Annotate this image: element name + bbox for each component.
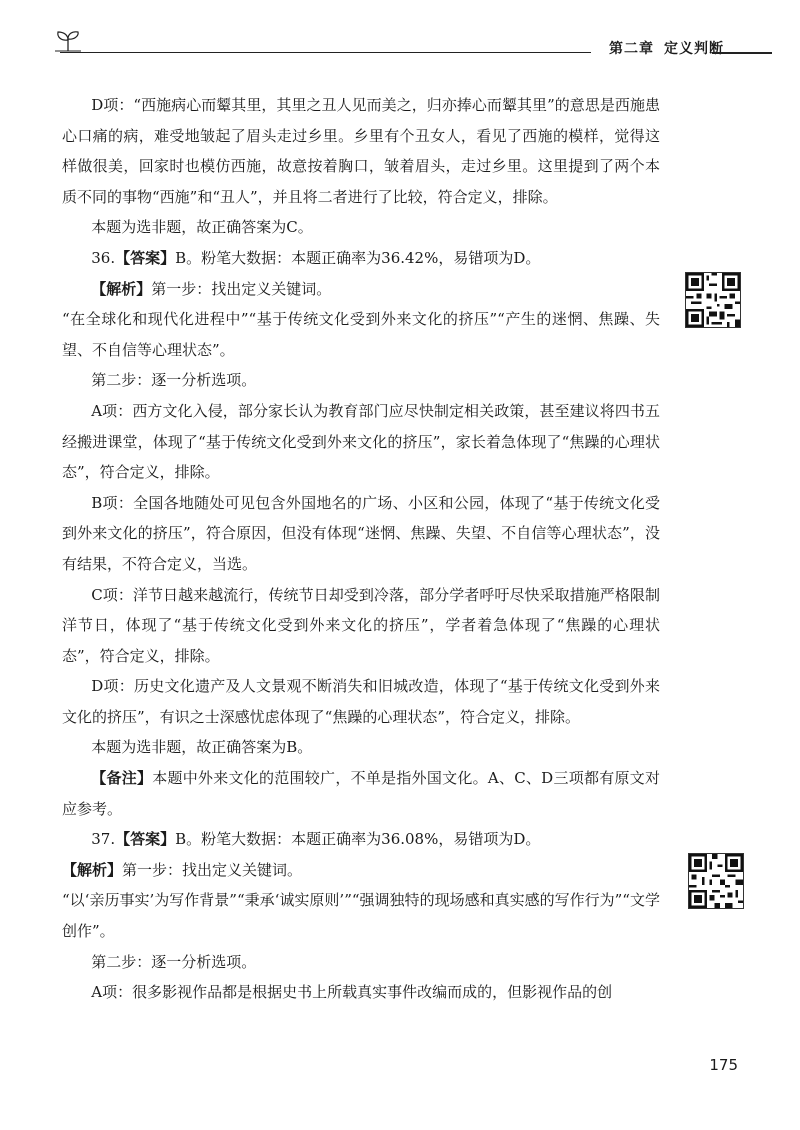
paragraph: A项：西方文化入侵，部分家长认为教育部门应尽快制定相关政策，甚至建议将四书五经搬进课堂，体现了“基于传统文化受到外来文化的挤压”，家长着急体现了“焦躁的心理状态”，符合定义，排除。 (62, 401, 660, 482)
page-body (62, 90, 660, 1008)
question-number: 37. (91, 830, 116, 849)
chapter-label: 第二章 (609, 41, 654, 57)
analysis-tag: 【解析】 (62, 860, 123, 879)
sprout-icon (55, 30, 81, 52)
answer-paragraph (62, 243, 660, 274)
question-number: 36. (91, 248, 116, 267)
paragraph: C项：洋节日越来越流行，传统节日却受到冷落，部分学者呼吁尽快采取措施严格限制洋节日，体现了“基于传统文化受到外来文化的挤压”，学者着急体现了“焦躁的心理状态”，符合定义，排除。 (62, 585, 660, 665)
analysis-tag: 【解析】 (91, 279, 152, 298)
note-paragraph (62, 763, 660, 824)
paragraph: B项：全国各地随处可见包含外国地名的广场、小区和公园，体现了“基于传统文化受到外来文化的挤压”，符合原因，但没有体现“迷惘、焦躁、失望、不自信等心理状态”，没有结果，不符合定义，当选。 (62, 493, 660, 573)
answer-tag: 【答案】 (115, 830, 176, 849)
answer-tag: 【答案】 (115, 248, 176, 267)
analysis-paragraph (62, 274, 660, 305)
paragraph: “以‘亲历事实’为写作背景”“秉承‘诚实原则’”“强调独特的现场感和真实感的写作行为”“文学创作”。 (62, 891, 660, 941)
paragraph: 本题为选非题，故正确答案为B。 (91, 738, 313, 757)
note-text: 本题中外来文化的范围较广，不单是指外国文化。A、C、D三项都有原文对应参考。 (62, 769, 660, 818)
paragraph: 第二步：逐一分析选项。 (91, 952, 257, 971)
header-rule-tail (712, 52, 772, 54)
paragraph: 第二步：逐一分析选项。 (91, 371, 257, 390)
analysis-text: 第一步：找出定义关键词。 (122, 860, 303, 879)
answer-paragraph (62, 824, 660, 855)
analysis-text: 第一步：找出定义关键词。 (151, 279, 332, 298)
paragraph: D项：“西施病心而颦其里，其里之丑人见而美之，归亦捧心而颦其里”的意思是西施患心口痛的病，难受地皱起了眉头走过乡里。乡里有个丑女人，看见了西施的模样，觉得这样做很美，回家时也模仿西施，故意按着胸口，皱着眉头，走过乡里。这里提到了两个本质不同的事物“西施”和“丑人”，并且将二者进行了比较，符合定义，排除。 (62, 96, 660, 206)
paragraph: A项：很多影视作品都是根据史书上所载真实事件改编而成的，但影视作品的创 (91, 983, 613, 1002)
paragraph: D项：历史文化遗产及人文景观不断消失和旧城改造，体现了“基于传统文化受到外来文化的挤压”，有识之士深感忧虑体现了“焦躁的心理状态”，符合定义，排除。 (62, 677, 660, 726)
answer-text: B。粉笔大数据：本题正确率为36.42%，易错项为D。 (175, 248, 541, 267)
paragraph: “在全球化和现代化进程中”“基于传统文化受到外来文化的挤压”“产生的迷惘、焦躁、失望、不自信等心理状态”。 (62, 310, 660, 359)
analysis-paragraph (62, 855, 660, 886)
section-title: 定义判断 (664, 41, 724, 57)
note-tag: 【备注】 (91, 769, 153, 788)
paragraph: 本题为选非题，故正确答案为C。 (91, 218, 313, 237)
qr-code-icon[interactable] (685, 272, 741, 328)
answer-text: B。粉笔大数据：本题正确率为36.08%，易错项为D。 (175, 830, 541, 849)
page-number: 175 (709, 1056, 738, 1074)
qr-code-icon[interactable] (688, 853, 744, 909)
running-header (591, 38, 730, 58)
